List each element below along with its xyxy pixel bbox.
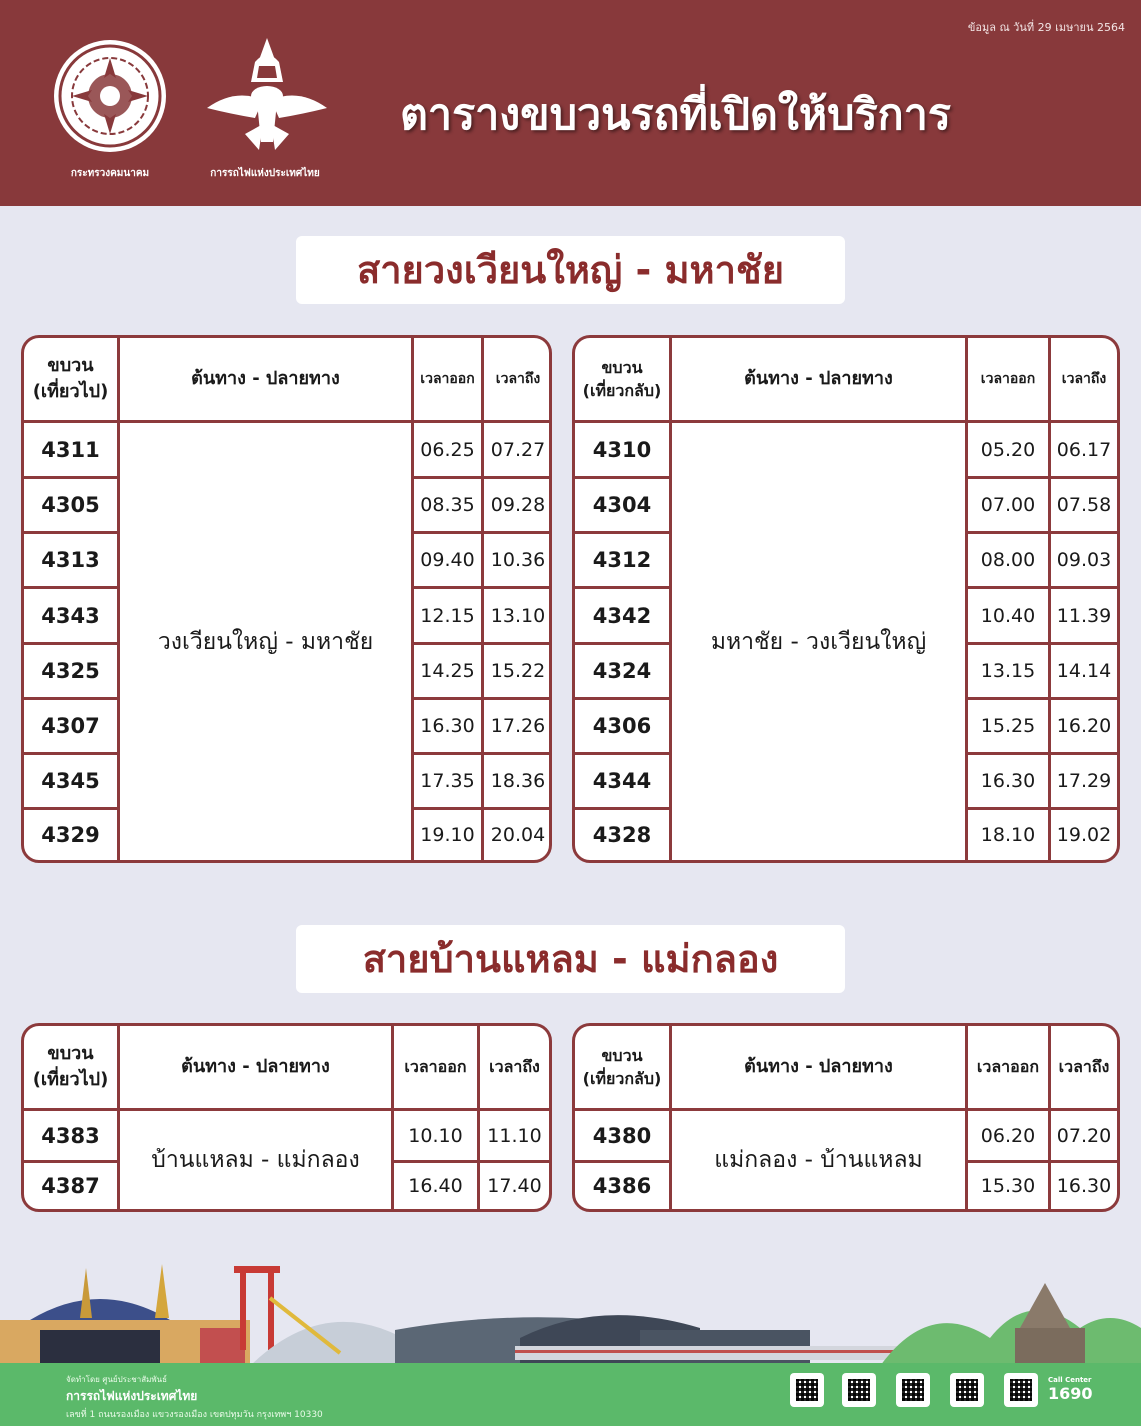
- arrive-time: 07.58: [1056, 494, 1112, 516]
- train-number: 4306: [592, 714, 652, 738]
- arrive-time: 17.29: [1056, 770, 1112, 792]
- depart-time: 13.15: [980, 660, 1036, 682]
- app-icon[interactable]: [790, 1373, 824, 1407]
- depart-time: 07.00: [980, 494, 1036, 516]
- col-header-arrive: เวลาถึง: [1058, 1056, 1110, 1076]
- depart-time: 08.00: [980, 549, 1036, 571]
- section2-outbound-table: [21, 1023, 552, 1212]
- depart-time: 10.40: [980, 604, 1036, 627]
- depart-time: 14.25: [420, 660, 475, 682]
- col-header-arrive: เวลาถึง: [1061, 371, 1107, 387]
- section1-title: สายวงเวียนใหญ่ - มหาชัย: [296, 236, 845, 304]
- skyline-illustration: [0, 1258, 1141, 1366]
- section1-outbound-table: [21, 335, 552, 863]
- train-number: 4386: [592, 1174, 652, 1198]
- depart-time: 17.35: [420, 770, 475, 792]
- train-number: 4342: [592, 603, 652, 628]
- train-number: 4343: [41, 603, 100, 628]
- header-banner: [0, 0, 1141, 206]
- col-header-train-line1: ขบวน: [601, 357, 643, 377]
- col-header-route: ต้นทาง - ปลายทาง: [181, 1055, 330, 1077]
- col-header-train: [575, 1026, 669, 1108]
- footer: [0, 1363, 1141, 1426]
- arrive-time: 14.14: [1056, 660, 1112, 682]
- depart-time: 10.10: [408, 1124, 463, 1147]
- col-header-train-line2: (เที่ยวไป): [32, 381, 109, 402]
- arrive-time: 10.36: [490, 549, 546, 571]
- arrive-time: 16.20: [1056, 715, 1112, 737]
- col-header-train-line1: ขบวน: [601, 1045, 643, 1065]
- train-number: 4312: [592, 548, 652, 572]
- arrive-time: 13.10: [490, 604, 546, 627]
- route-name: มหาชัย - วงเวียนใหญ่: [710, 628, 927, 655]
- train-number: 4383: [41, 1123, 100, 1148]
- call-center-label: Call Center: [1048, 1376, 1092, 1384]
- qr-code-icon[interactable]: [842, 1373, 876, 1407]
- route-name: บ้านแหลม - แม่กลอง: [151, 1147, 360, 1173]
- arrive-time: 17.26: [490, 715, 546, 737]
- train-number: 4325: [41, 659, 100, 683]
- depart-time: 09.40: [420, 549, 475, 571]
- srt-logo-caption: การรถไฟแห่งประเทศไทย: [210, 168, 320, 179]
- col-header-depart: เวลาออก: [420, 371, 475, 387]
- arrive-time: 07.20: [1056, 1124, 1112, 1147]
- col-header-arrive: เวลาถึง: [495, 371, 541, 387]
- srt-logo: [205, 38, 325, 181]
- garuda-emblem-icon: [205, 38, 329, 156]
- train-number: 4310: [592, 437, 652, 462]
- depart-time: 16.30: [980, 770, 1036, 792]
- col-header-depart: เวลาออก: [980, 371, 1036, 387]
- footer-address: เลขที่ 1 ถนนรองเมือง แขวงรองเมือง เขตปทุมวัน กรุงเทพฯ 10330: [66, 1410, 323, 1420]
- data-date: ข้อมูล ณ วันที่ 29 เมษายน 2564: [967, 21, 1125, 34]
- depart-time: 15.30: [980, 1175, 1036, 1197]
- qr-code-icon[interactable]: [950, 1373, 984, 1407]
- depart-time: 06.25: [420, 438, 475, 461]
- arrive-time: 20.04: [490, 824, 546, 846]
- section2-title: สายบ้านแหลม - แม่กลอง: [296, 925, 845, 993]
- train-number: 4307: [41, 714, 100, 738]
- train-number: 4328: [592, 823, 652, 847]
- train-number: 4344: [592, 769, 652, 793]
- col-header-train-line1: ขบวน: [47, 1042, 94, 1064]
- arrive-time: 17.40: [487, 1175, 542, 1197]
- call-center-number: 1690: [1048, 1384, 1093, 1403]
- col-header-route: ต้นทาง - ปลายทาง: [744, 1055, 893, 1077]
- col-header-route: ต้นทาง - ปลายทาง: [191, 367, 340, 389]
- arrive-time: 11.39: [1056, 604, 1112, 627]
- route-name: แม่กลอง - บ้านแหลม: [714, 1147, 923, 1173]
- col-header-arrive: เวลาถึง: [489, 1056, 540, 1076]
- depart-time: 12.15: [420, 604, 475, 627]
- arrive-time: 16.30: [1056, 1175, 1112, 1197]
- col-header-train-line2: (เที่ยวกลับ): [582, 1069, 662, 1088]
- arrive-time: 15.22: [490, 660, 546, 682]
- col-header-train-line2: (เที่ยวกลับ): [582, 381, 662, 400]
- arrive-time: 19.02: [1056, 824, 1112, 846]
- arrive-time: 11.10: [487, 1124, 542, 1147]
- depart-time: 15.25: [980, 715, 1036, 737]
- depart-time: 08.35: [420, 494, 475, 516]
- depart-time: 06.20: [980, 1124, 1036, 1147]
- footer-producer: จัดทำโดย ศูนย์ประชาสัมพันธ์: [66, 1375, 167, 1384]
- depart-time: 16.40: [408, 1175, 463, 1197]
- col-header-train-line2: (เที่ยวไป): [32, 1069, 109, 1090]
- col-header-route: ต้นทาง - ปลายทาง: [744, 367, 893, 389]
- train-number: 4329: [41, 823, 100, 847]
- arrive-time: 18.36: [490, 770, 546, 792]
- col-header-train: [24, 1026, 117, 1108]
- train-number: 4313: [41, 548, 100, 572]
- arrive-time: 09.03: [1056, 549, 1112, 571]
- col-header-depart: เวลาออก: [404, 1056, 467, 1076]
- train-number: 4380: [592, 1123, 652, 1148]
- section1-inbound-table: [572, 335, 1120, 863]
- page-title: ตารางขบวนรถที่เปิดให้บริการ: [400, 90, 951, 140]
- ministry-logo-caption: กระทรวงคมนาคม: [70, 168, 150, 179]
- depart-time: 19.10: [420, 824, 475, 846]
- col-header-depart: เวลาออก: [976, 1056, 1040, 1076]
- ministry-logo: [50, 38, 170, 181]
- depart-time: 16.30: [420, 715, 475, 737]
- col-header-train: [575, 338, 669, 420]
- arrive-time: 07.27: [490, 438, 546, 461]
- call-center: [1048, 1377, 1093, 1402]
- train-number: 4345: [41, 769, 100, 793]
- arrive-time: 06.17: [1056, 438, 1112, 461]
- footer-org-name: การรถไฟแห่งประเทศไทย: [66, 1389, 198, 1403]
- depart-time: 18.10: [980, 824, 1036, 846]
- route-name: วงเวียนใหญ่ - มหาชัย: [157, 628, 374, 655]
- ministry-seal-icon: [50, 38, 170, 156]
- section2-inbound-table: [572, 1023, 1120, 1212]
- col-header-train-line1: ขบวน: [47, 354, 94, 376]
- arrive-time: 09.28: [490, 494, 546, 516]
- train-number: 4324: [592, 659, 652, 683]
- qr-code-icon[interactable]: [1004, 1373, 1038, 1407]
- qr-code-icon[interactable]: [896, 1373, 930, 1407]
- train-number: 4305: [41, 493, 100, 517]
- col-header-train: [24, 338, 117, 420]
- depart-time: 05.20: [980, 438, 1036, 461]
- train-number: 4304: [592, 493, 652, 517]
- train-number: 4311: [41, 437, 100, 462]
- train-number: 4387: [41, 1174, 100, 1198]
